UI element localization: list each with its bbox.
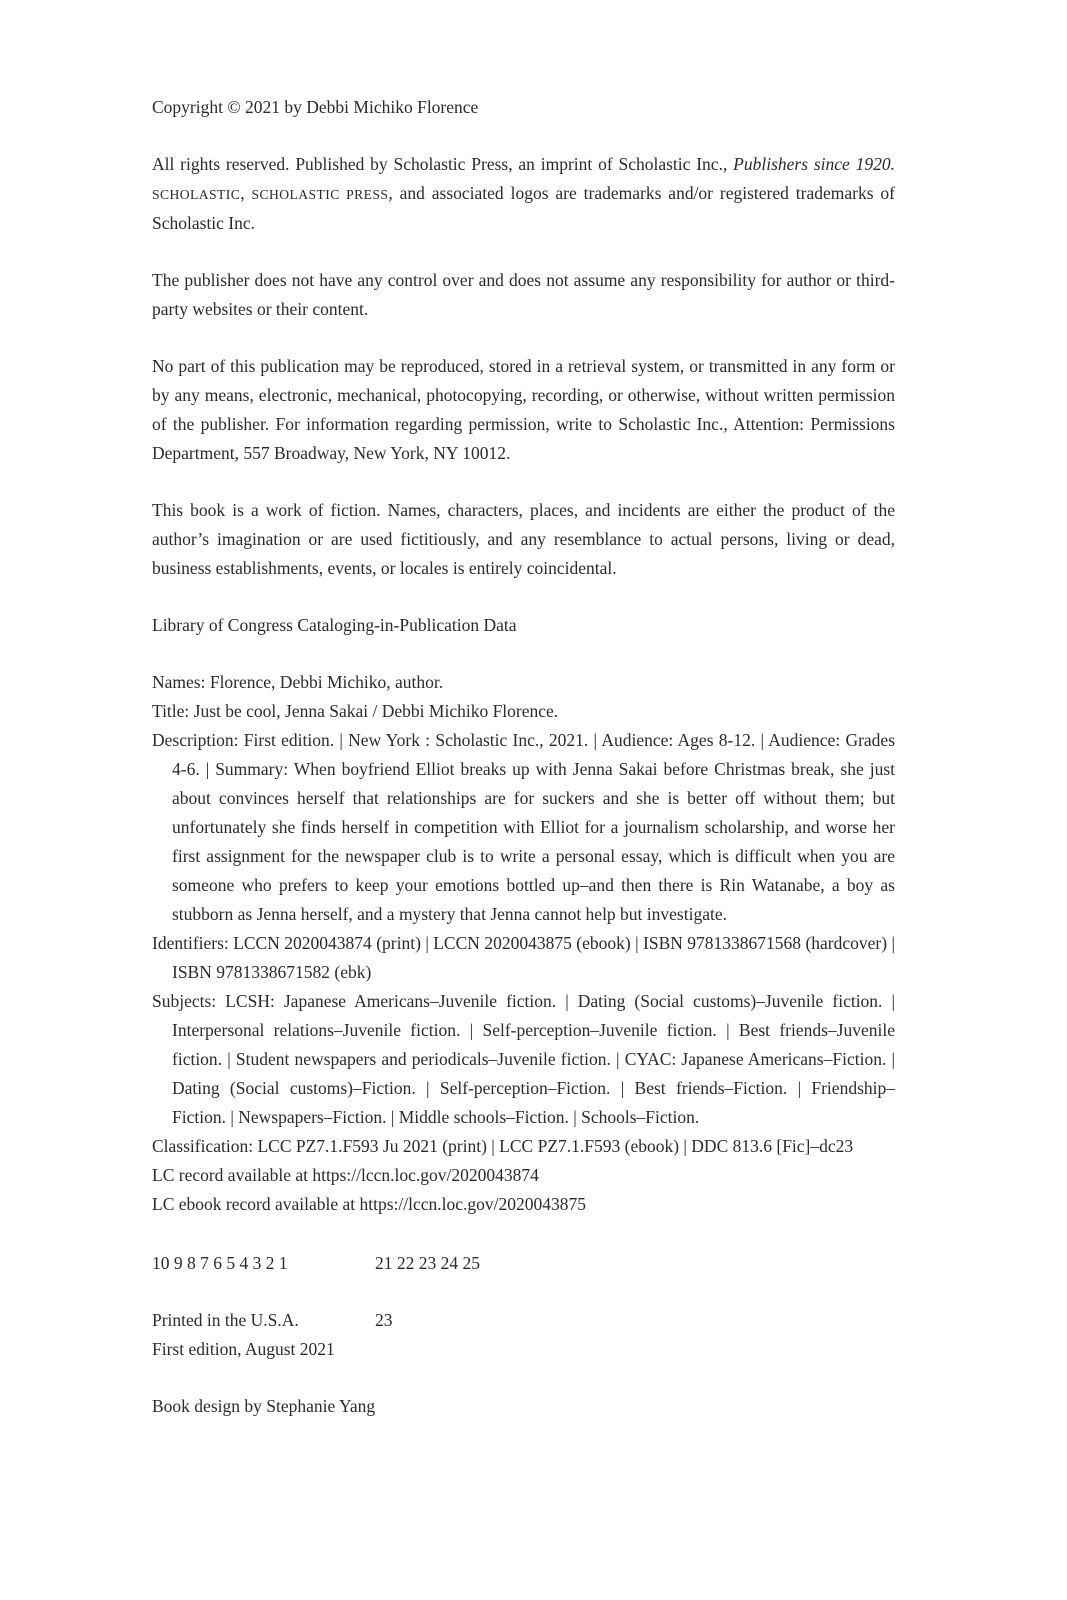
publisher-disclaimer: The publisher does not have any control over and does not assume any responsibility for author or third-party websites or their content. xyxy=(152,270,895,319)
cip-entry-classification: Classification: LCC PZ7.1.F593 Ju 2021 (print) | LCC PZ7.1.F593 (ebook) | DDC 813.6 [Fic]–dc23 xyxy=(152,1136,854,1156)
fiction-disclaimer: This book is a work of fiction. Names, characters, places, and incidents are either the product of the author’s imagination or are used fictitiously, and any resemblance to actual persons, living or dead, business establishments, events, or locales is entirely coincidental. xyxy=(152,500,895,578)
cip-entry-description: Description: First edition. | New York : Scholastic Inc., 2021. | Audience: Ages 8-12. | Audience: Grades 4-6. | Summary: When boyfriend Elliot breaks up with Jenna Sakai before Christmas break, she just about convinces herself that relationships are for suckers and she is better off without them; but unfortunately she finds herself in competition with Elliot for a journalism scholarship, and worse her first assignment for the newspaper club is to write a personal essay, which is difficult when you are someone who prefers to keep your emotions bottled up–and then there is Rin Watanabe, a boy as stubborn as Jenna herself, and a mystery that Jenna cannot help but investigate. xyxy=(152,730,895,924)
printing-years: 21 22 23 24 25 xyxy=(375,1253,480,1273)
rights-text-4: , and associated logos are trademarks and/or registered trademarks of Scholastic Inc. xyxy=(152,183,896,233)
scholastic-trademark: SCHOLASTIC xyxy=(152,187,241,202)
cip-entry-title: Title: Just be cool, Jenna Sakai / Debbi Michiko Florence. xyxy=(152,701,559,721)
publisher-motto: Publishers since 1920. xyxy=(733,154,895,174)
printers-key-row xyxy=(152,1249,895,1278)
cip-entry-identifiers: Identifiers: LCCN 2020043874 (print) | LCCN 2020043875 (ebook) | ISBN 9781338671568 (hardcover) | ISBN 9781338671582 (ebk) xyxy=(152,933,895,982)
cip-entry-lc-ebook-record: LC ebook record available at https://lccn.loc.gov/2020043875 xyxy=(152,1194,586,1214)
cip-entry-names: Names: Florence, Debbi Michiko, author. xyxy=(152,672,444,692)
permissions-notice: No part of this publication may be reproduced, stored in a retrieval system, or transmitted in any form or by any means, electronic, mechanical, photocopying, recording, or otherwise, without written permission of the publisher. For information regarding permission, write to Scholastic Inc., Attention: Permissions Department, 557 Broadway, New York, NY 10012. xyxy=(152,356,895,463)
rights-text-3: , xyxy=(240,183,252,203)
printed-in-row xyxy=(152,1306,895,1335)
first-edition-line: First edition, August 2021 xyxy=(152,1339,335,1359)
cip-entry-subjects: Subjects: LCSH: Japanese Americans–Juvenile fiction. | Dating (Social customs)–Juvenile fiction. | Interpersonal relations–Juvenile fiction. | Self-perception–Juvenile fiction. | Best friends–Juvenile fiction. | Student newspapers and periodicals–Juvenile fiction. | CYAC: Japanese Americans–Fiction. | Dating (Social customs)–Fiction. | Self-perception–Fiction. | Best friends–Fiction. | Friendship–Fiction. | Newspapers–Fiction. | Middle schools–Fiction. | Schools–Fiction. xyxy=(152,991,895,1127)
printed-in-text: Printed in the U.S.A. xyxy=(152,1310,299,1330)
printers-key-numbers: 10 9 8 7 6 5 4 3 2 1 xyxy=(152,1253,288,1273)
rights-text-1: All rights reserved. Published by Scholastic Press, an imprint of Scholastic Inc., xyxy=(152,154,734,174)
copyright-line: Copyright © 2021 by Debbi Michiko Florence xyxy=(152,97,479,117)
book-design-credit: Book design by Stephanie Yang xyxy=(152,1396,376,1416)
cip-entry-lc-record: LC record available at https://lccn.loc.gov/2020043874 xyxy=(152,1165,539,1185)
rights-paragraph xyxy=(152,150,895,238)
cip-heading: Library of Congress Cataloging-in-Publication Data xyxy=(152,615,517,635)
printed-in-year: 23 xyxy=(375,1310,393,1330)
cip-data-block xyxy=(152,668,895,1219)
scholastic-press-trademark: SCHOLASTIC PRESS xyxy=(251,187,389,202)
